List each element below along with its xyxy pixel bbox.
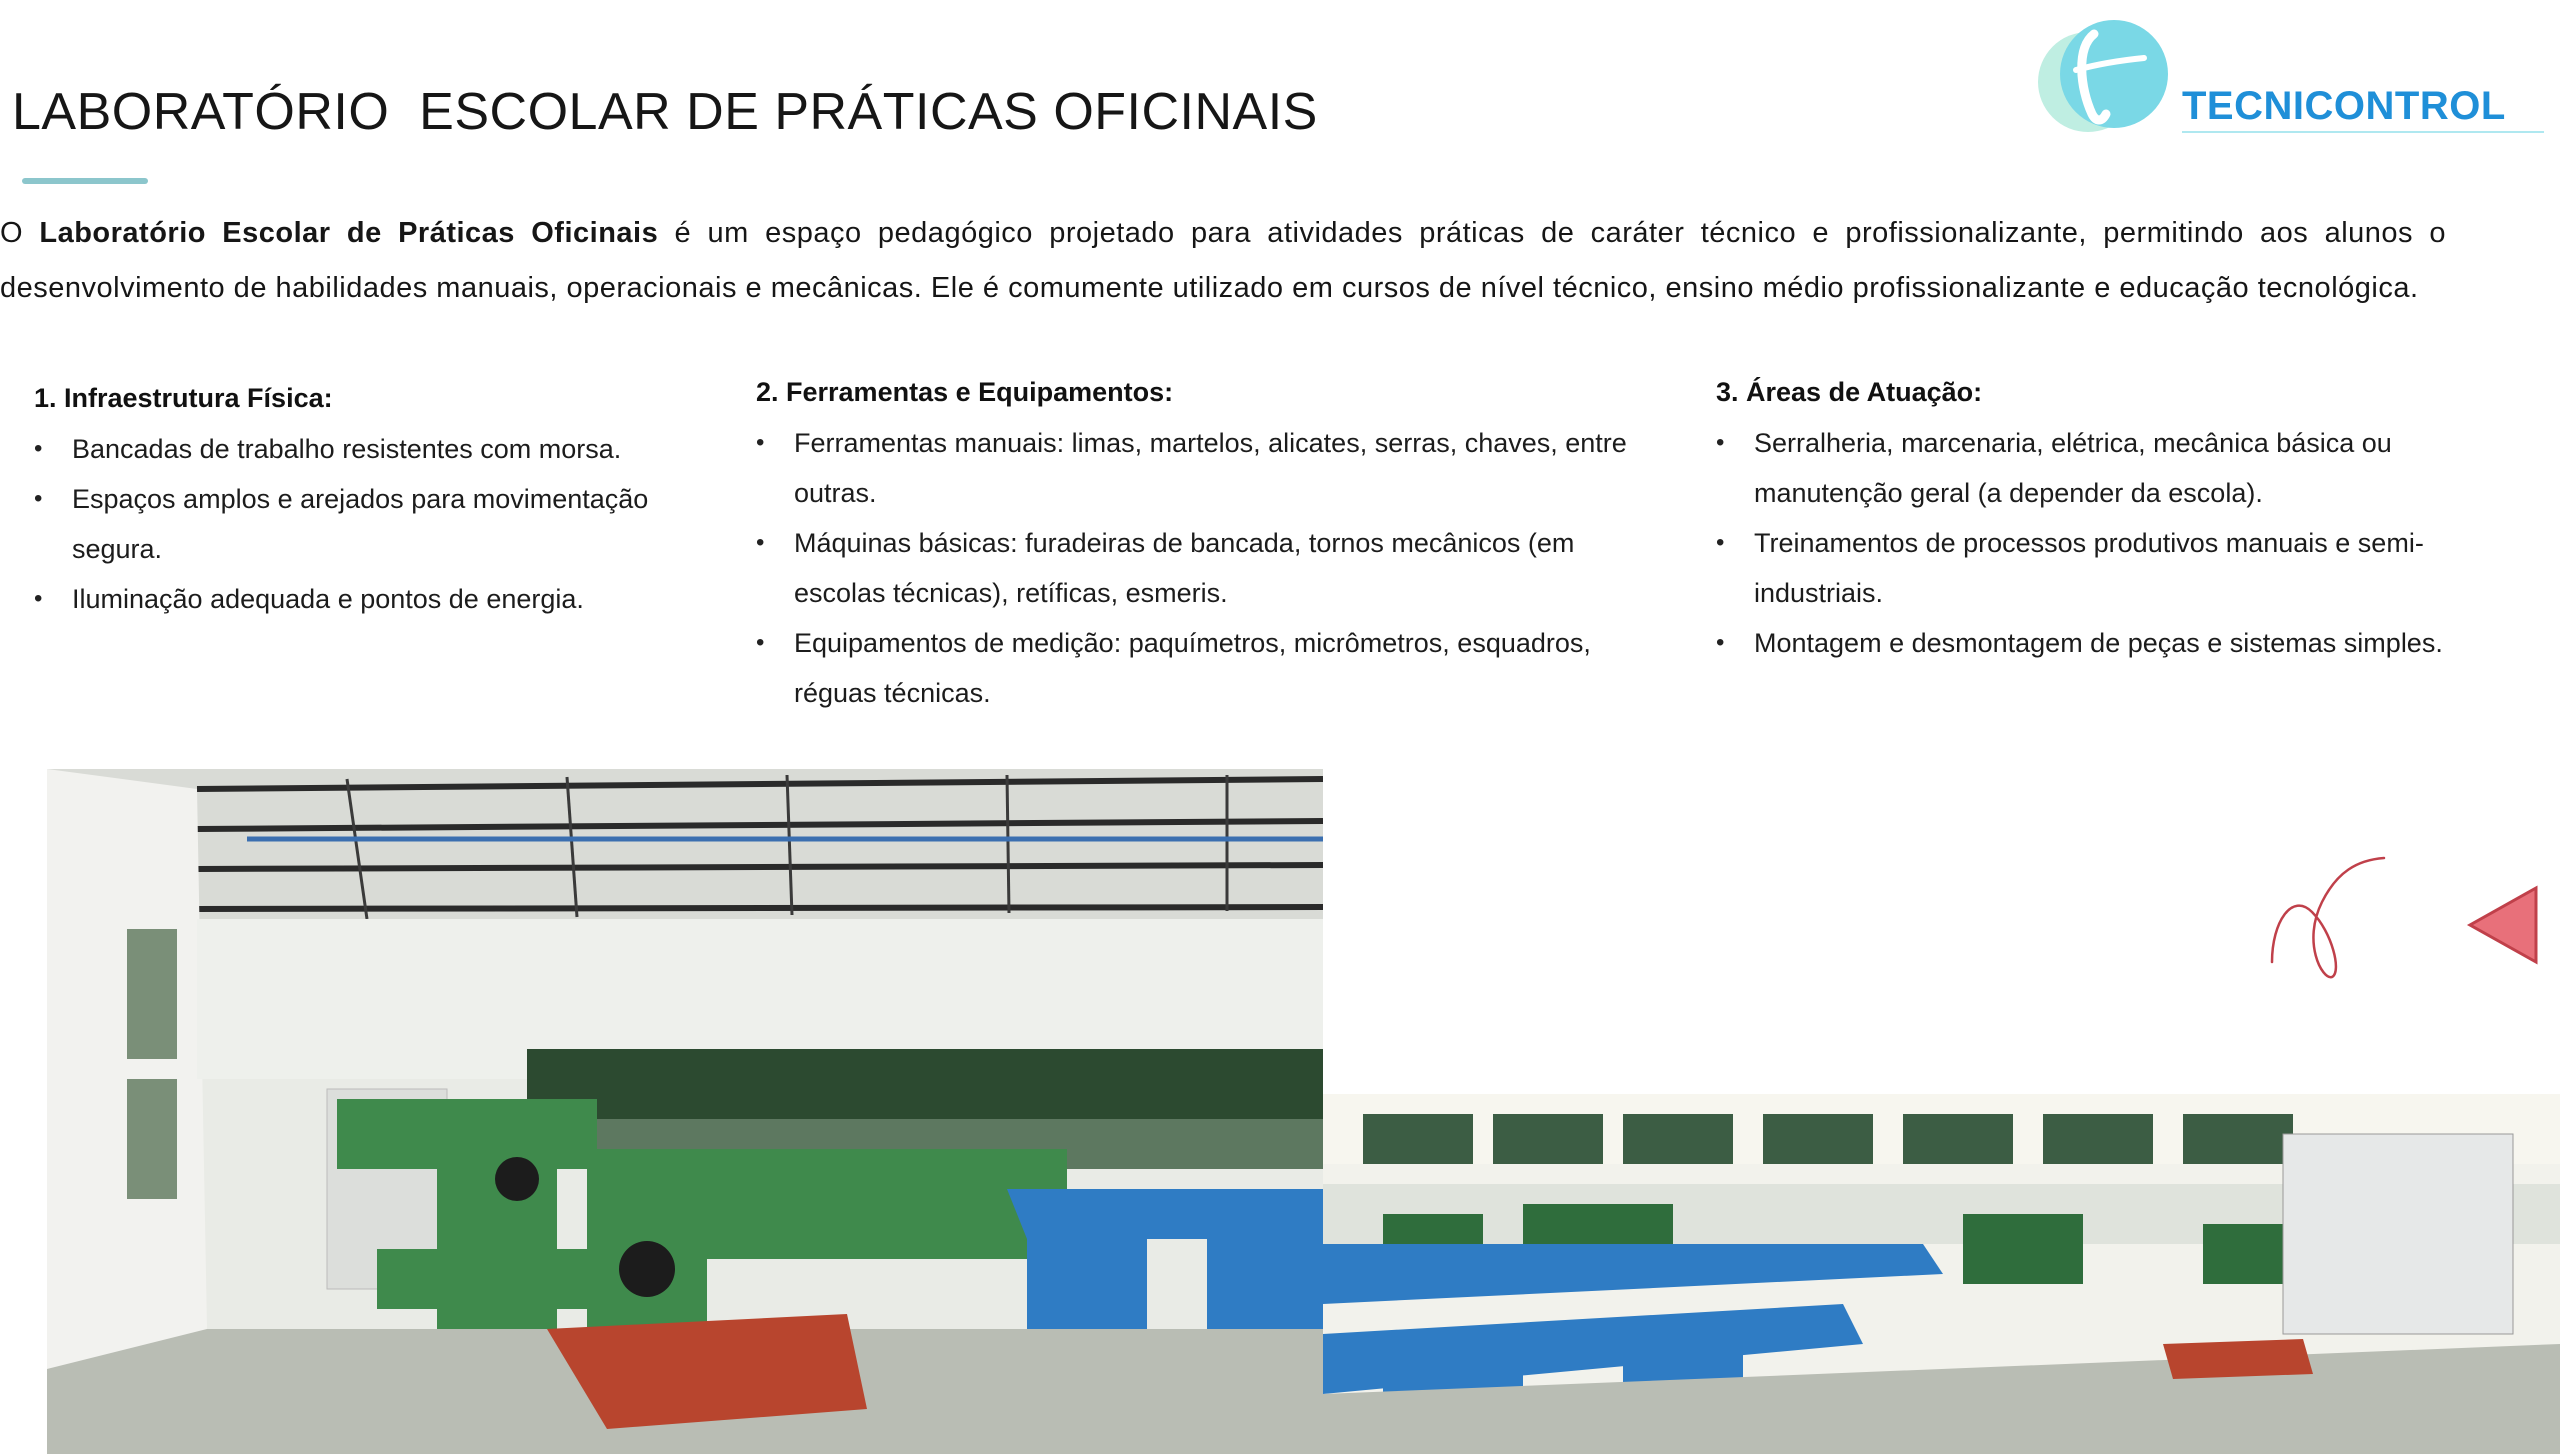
- intro-paragraph: [0, 206, 2446, 316]
- intro-bold-term: Laboratório Escolar de Práticas Oficinais: [39, 217, 659, 249]
- swirl-icon: [2262, 852, 2390, 982]
- list-item: • Iluminação adequada e pontos de energia.: [34, 574, 714, 624]
- section-heading: 1. Infraestrutura Física:: [34, 383, 333, 413]
- list-item: • Treinamentos de processos produtivos manuais e semi-industriais.: [1716, 518, 2506, 618]
- page-title: LABORATÓRIO ESCOLAR DE PRÁTICAS OFICINAIS: [12, 83, 1318, 141]
- list-item: • Montagem e desmontagem de peças e sistemas simples.: [1716, 618, 2506, 668]
- section-list: [34, 424, 714, 624]
- section-list: [756, 418, 1636, 718]
- company-logo: [2036, 18, 2516, 148]
- title-underline: [22, 178, 148, 184]
- list-item: • Equipamentos de medição: paquímetros, micrômetros, esquadros, réguas técnicas.: [756, 618, 1636, 718]
- list-item: • Máquinas básicas: furadeiras de bancada, tornos mecânicos (em escolas técnicas), retíficas, esmeris.: [756, 518, 1636, 618]
- list-item: • Serralheria, marcenaria, elétrica, mecânica básica ou manutenção geral (a depender da escola).: [1716, 418, 2506, 518]
- tecnicontrol-logo-mark-icon: [2036, 18, 2176, 136]
- triangle-left-icon: [2466, 884, 2542, 966]
- list-item: • Bancadas de trabalho resistentes com morsa.: [34, 424, 714, 474]
- workshop-photo-right: [1323, 1094, 2560, 1454]
- list-item: • Espaços amplos e arejados para movimentação segura.: [34, 474, 714, 574]
- section-list: [1716, 418, 2506, 668]
- logo-text: TECNICONTROL: [2182, 84, 2506, 128]
- intro-lead: O: [0, 217, 40, 249]
- workshop-photo-left: [47, 769, 1323, 1454]
- section-heading: 3. Áreas de Atuação:: [1716, 377, 1983, 407]
- list-item: • Ferramentas manuais: limas, martelos, alicates, serras, chaves, entre outras.: [756, 418, 1636, 518]
- section-infraestrutura: [34, 378, 714, 624]
- section-areas-atuacao: [1716, 372, 2506, 668]
- intro-text: é um espaço pedagógico projetado para atividades práticas de caráter técnico e profissionalizante, permitindo aos alunos o desenvolvimento de habilidades manuais, operacionais e mecânicas. Ele é comumente utilizado em cursos de nível técnico, ensino médio profissionalizante e educação tecnológica.: [0, 217, 2446, 304]
- section-ferramentas: [756, 372, 1636, 718]
- logo-underline: [2182, 131, 2544, 133]
- section-heading: 2. Ferramentas e Equipamentos:: [756, 377, 1174, 407]
